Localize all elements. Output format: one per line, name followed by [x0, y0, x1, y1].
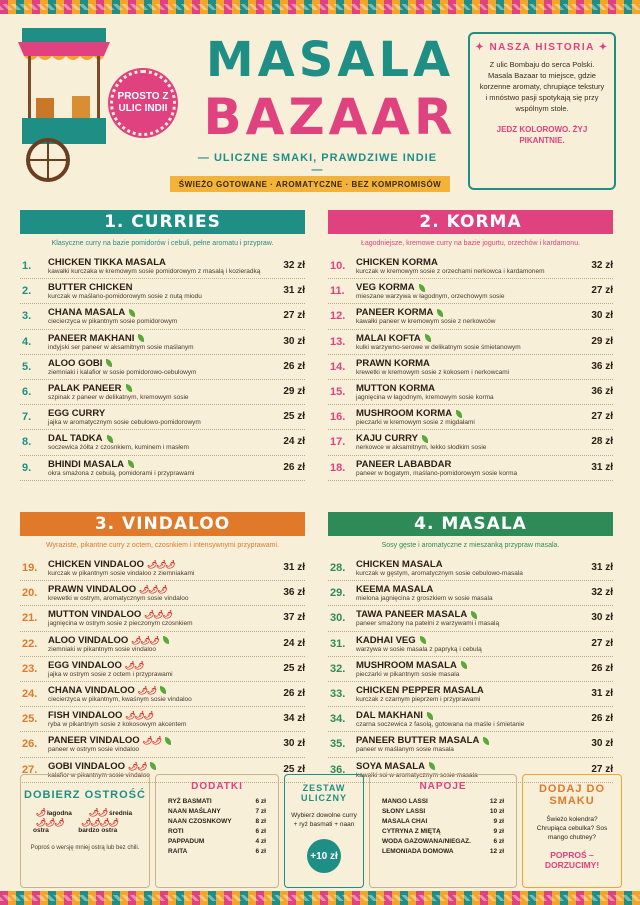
vegetarian-leaf-icon	[483, 737, 489, 745]
item-name: CHICKEN VINDALOO 🌶🌶🌶	[48, 559, 175, 570]
combo-text: Wybierz dowolne curry + ryż basmati + naan	[291, 812, 357, 828]
item-name: ALOO GOBI	[48, 358, 112, 369]
item-number: 21.	[22, 612, 38, 625]
vegetarian-leaf-icon	[429, 762, 435, 770]
item-price: 27 zł	[283, 310, 305, 322]
item-number: 23.	[22, 662, 38, 675]
item-price: 32 zł	[591, 587, 613, 599]
item-description: kalafior w pikantnym sosie vindaloo	[48, 771, 150, 779]
item-price: 30 zł	[591, 612, 613, 624]
combo-title: ZESTAW ULICZNY	[301, 783, 347, 803]
item-description: okra smażona z cebulą, pomidorami i przyprawami	[48, 469, 195, 477]
menu-item	[328, 581, 613, 606]
item-number: 7.	[22, 411, 32, 424]
extras-box	[155, 774, 279, 888]
item-name: BHINDI MASALA	[48, 459, 134, 470]
story-slogan: JEDZ KOLOROWO. ŻYJ PIKANTNIE.	[496, 125, 588, 145]
item-number: 32.	[330, 662, 346, 675]
item-description: pieczarki w kremowym sosie z migdałami	[356, 419, 475, 427]
section-description: Łagodniejsze, kremowe curry na bazie jogurtu, orzechów i kardamonu.	[360, 240, 581, 247]
item-price: 29 zł	[591, 335, 613, 347]
item-name: MUSHROOM KORMA	[356, 408, 462, 419]
story-text: Z ulic Bombaju do serca Polski. Masala Bazaar to miejsce, gdzie korzenne aromaty, chrupiące tekstury i mnóstwo pasji spotykają się przy wspólnym stole.	[479, 60, 605, 113]
item-description: krewetki w kremowym sosie z kokosem i nerkowcami	[356, 368, 510, 376]
item-price: 25 zł	[283, 411, 305, 423]
chili-icon: 🌶🌶🌶	[125, 711, 153, 721]
decorative-border-top	[0, 0, 640, 14]
item-number: 11.	[330, 285, 345, 298]
chili-icon: 🌶🌶	[137, 685, 157, 695]
drinks-price: 12 zł	[489, 847, 504, 855]
item-name: PANEER VINDALOO 🌶🌶	[48, 735, 171, 746]
drinks-row	[382, 796, 504, 806]
item-number: 19.	[22, 562, 38, 574]
menu-item	[328, 304, 613, 329]
item-name: MUTTON VINDALOO 🌶🌶🌶	[48, 609, 172, 621]
item-description: kulki warzywno-serowe w delikatnym sosie śmietanowym	[356, 343, 521, 351]
drinks-name: WODA GAZOWANA/NIEGAZ.	[382, 837, 471, 845]
item-price: 32 zł	[591, 260, 613, 271]
item-number: 34.	[330, 713, 346, 726]
item-description: indyjski ser paneer w aksamitnym sosie maślanym	[48, 343, 194, 351]
menu-item	[20, 279, 305, 304]
menu-item	[20, 581, 305, 606]
item-price: 30 zł	[591, 738, 613, 750]
item-description: krewetki w ostrym, aromatycznym sosie vindaloo	[48, 595, 189, 603]
item-price: 31 zł	[591, 562, 613, 573]
extras-row	[168, 846, 266, 856]
item-number: 3.	[22, 310, 32, 323]
item-price: 27 zł	[591, 285, 613, 297]
item-name: TAWA PANEER MASALA	[356, 609, 477, 620]
menu-item	[20, 405, 305, 430]
item-name: MALAI KOFTA	[356, 333, 431, 344]
item-price: 31 zł	[591, 461, 613, 473]
item-description: ryba w pikantnym sosie z kokosowym akcentem	[48, 721, 187, 729]
item-price: 26 zł	[283, 360, 305, 372]
vegetarian-leaf-icon	[425, 334, 431, 342]
chili-icon: 🌶🌶🌶	[144, 610, 172, 620]
item-price: 24 zł	[283, 637, 305, 649]
drinks-name: SŁONY LASSI	[382, 807, 426, 815]
item-name: PRAWN VINDALOO 🌶🌶🌶	[48, 584, 167, 596]
menu-item	[20, 606, 305, 631]
item-number: 6.	[22, 385, 32, 398]
menu-item	[328, 632, 613, 657]
item-name: PANEER KORMA	[356, 307, 443, 318]
extras-price: 8 zł	[255, 817, 266, 825]
item-number: 12.	[330, 310, 346, 323]
spice-box	[20, 771, 150, 888]
spice-title: DOBIERZ OSTROŚĆ	[24, 789, 146, 801]
menu-item	[20, 355, 305, 380]
item-number: 22.	[22, 637, 38, 650]
menu-item	[20, 632, 305, 657]
section-description: Sosy gęste i aromatyczne z mieszanką przypraw masala.	[381, 542, 560, 549]
item-description: kurczak w maślano-pomidorowym sosie z nutą miodu	[48, 293, 202, 301]
item-name: KADHAI VEG	[356, 635, 426, 646]
street-cart-illustration	[14, 22, 114, 182]
extras-price: 6 zł	[255, 827, 266, 835]
item-name: CHANA MASALA	[48, 307, 135, 318]
item-number: 5.	[22, 360, 32, 373]
section-description: Wyraziste, pikantne curry z octem, czosnkiem i intensywnymi przyprawami.	[46, 542, 279, 549]
addons-box	[522, 774, 622, 888]
item-price: 36 zł	[283, 587, 305, 599]
item-number: 25.	[22, 713, 38, 726]
item-description: kurczak w gęstym, aromatycznym sosie cebulowo-masala	[356, 570, 523, 577]
item-description: jajka w aromatycznym sosie cebulowo-pomidorowym	[48, 419, 201, 427]
vegetarian-leaf-icon	[107, 435, 113, 443]
vegetarian-leaf-icon	[129, 309, 135, 317]
menu-item	[328, 380, 613, 405]
item-description: kawałki kurczaka w kremowym sosie pomidorowym z masalą i kozieradką	[48, 268, 261, 275]
drinks-row	[382, 826, 504, 836]
item-name: MUTTON KORMA	[356, 382, 435, 394]
item-price: 27 zł	[591, 411, 613, 423]
item-description: kurczak w pikantnym sosie vindaloo z ziemniakami	[48, 570, 195, 577]
item-number: 33.	[330, 687, 346, 700]
drinks-price: 9 zł	[493, 827, 504, 835]
menu-item	[328, 405, 613, 430]
item-description: ciecierzyca w pikantnym, kwaśnym sosie vindaloo	[48, 695, 192, 703]
extras-name: RYŻ BASMATI	[168, 797, 212, 805]
extras-row	[168, 836, 266, 846]
item-number: 15.	[330, 385, 346, 398]
item-price: 27 zł	[591, 637, 613, 649]
title-line-2: BAZAAR	[203, 88, 457, 146]
item-name: PANEER LABABDAR	[356, 458, 452, 470]
extras-title: DODATKI	[191, 781, 243, 792]
stamp-badge: PROSTO Z ULIC INDII	[110, 70, 176, 136]
chili-icon: 🌶🌶	[124, 660, 144, 670]
menu-item	[20, 430, 305, 455]
item-description: ciecierzyca w pikantnym sosie pomidorowym	[48, 318, 178, 326]
drinks-price: 10 zł	[489, 807, 504, 815]
vegetarian-leaf-icon	[163, 636, 169, 644]
vegetarian-leaf-icon	[138, 334, 144, 342]
item-number: 24.	[22, 687, 38, 700]
item-number: 35.	[330, 738, 346, 751]
item-name: GOBI VINDALOO 🌶🌶	[48, 761, 156, 772]
title-line-1: MASALA	[205, 32, 455, 88]
menu-item	[328, 556, 613, 581]
addons-title: DODAJ DO SMAKU	[538, 783, 606, 807]
item-number: 28.	[330, 562, 346, 574]
section-4	[328, 512, 613, 783]
vegetarian-leaf-icon	[150, 762, 156, 770]
drinks-name: CYTRYNA Z MIĘTĄ	[382, 827, 441, 835]
menu-item	[20, 682, 305, 707]
section-description: Klasyczne curry na bazie pomidorów i cebuli, pełne aromatu i przypraw.	[51, 240, 274, 247]
item-description: paneer w maślanym sosie masala	[356, 746, 454, 754]
chili-icon: 🌶🌶	[128, 761, 147, 771]
menu-item	[20, 657, 305, 682]
vegetarian-leaf-icon	[128, 460, 134, 468]
menu-item	[20, 707, 305, 732]
story-box	[468, 32, 616, 190]
extras-price: 7 zł	[255, 807, 266, 815]
vegetarian-leaf-icon	[471, 611, 477, 619]
chili-icon: 🌶🌶🌶	[131, 635, 159, 645]
item-price: 27 zł	[591, 763, 613, 775]
item-price: 31 zł	[283, 285, 305, 297]
section-1	[20, 210, 305, 481]
extras-price: 4 zł	[255, 837, 266, 845]
item-description: ziemniaki i kalafior w sosie pomidorowo-cebulowym	[48, 368, 197, 376]
item-description: pieczarki w pikantnym sosie masala	[356, 670, 460, 678]
decorative-border-bottom	[0, 891, 640, 905]
item-name: VEG KORMA	[356, 282, 425, 293]
item-description: czarna soczewica z fasolą, gotowana na maśle i śmietanie	[356, 721, 525, 729]
vegetarian-leaf-icon	[126, 384, 132, 392]
item-description: paneer smażony na patelni z warzywami i masalą	[356, 620, 500, 628]
item-price: 36 zł	[591, 385, 613, 397]
extras-name: RAITA	[168, 847, 188, 855]
tagline-bar: ŚWIEŻO GOTOWANE · AROMATYCZNE · BEZ KOMPROMISÓW	[170, 176, 450, 192]
extras-row	[168, 806, 266, 816]
drinks-name: MASALA CHAI	[382, 817, 428, 825]
vegetarian-leaf-icon	[461, 661, 467, 669]
extras-name: PAPPADUM	[168, 837, 205, 845]
section-banner: 1. CURRIES	[20, 210, 305, 234]
spice-note: Poproś o wersję mniej ostrą lub bez chili.	[30, 845, 140, 851]
menu-item	[328, 456, 613, 481]
vegetarian-leaf-icon	[437, 309, 443, 317]
item-name: CHICKEN KORMA	[356, 257, 438, 268]
item-price: 29 zł	[283, 385, 305, 397]
item-name: BUTTER CHICKEN	[48, 282, 133, 294]
section-banner: 3. VINDALOO	[20, 512, 305, 536]
menu-item	[328, 355, 613, 380]
item-price: 37 zł	[283, 612, 305, 624]
drinks-box	[369, 774, 517, 888]
menu-item	[328, 682, 613, 707]
item-name: PRAWN KORMA	[356, 357, 430, 369]
item-price: 31 zł	[283, 562, 305, 573]
item-number: 17.	[330, 436, 346, 449]
item-description: szpinak z paneer w delikatnym, kremowym sosie	[48, 393, 189, 401]
combo-price-badge: +10 zł	[307, 839, 341, 873]
item-description: nerkowce w aksamitnym, lekko słodkim sosie	[356, 444, 487, 452]
vegetarian-leaf-icon	[165, 737, 171, 745]
section-banner: 4. MASALA	[328, 512, 613, 536]
chili-icon: 🌶🌶🌶	[139, 585, 167, 595]
item-number: 8.	[22, 436, 32, 449]
item-description: mieszane warzywa w łagodnym, orzechowym sosie	[356, 293, 505, 301]
item-number: 20.	[22, 587, 38, 600]
item-number: 30.	[330, 612, 346, 625]
extras-name: NAAN MAŚLANY	[168, 807, 221, 815]
menu-item	[328, 657, 613, 682]
spice-level-2: 🌶🌶 średnia	[88, 807, 133, 817]
item-price: 26 zł	[283, 687, 305, 699]
item-price: 30 zł	[283, 738, 305, 750]
item-price: 26 zł	[283, 461, 305, 473]
vegetarian-leaf-icon	[456, 410, 462, 418]
item-description: kurczak w kremowym sosie z orzechami nerkowca i kardamonem	[356, 268, 545, 275]
item-number: 10.	[330, 260, 346, 272]
extras-row	[168, 796, 266, 806]
vegetarian-leaf-icon	[420, 636, 426, 644]
item-description: soczewica żółta z czosnkiem, kuminem i masłem	[48, 444, 189, 452]
menu-item	[328, 732, 613, 757]
menu-item	[20, 304, 305, 329]
item-description: ziemniaki w pikantnym sosie vindaloo	[48, 645, 157, 653]
drinks-price: 9 zł	[493, 817, 504, 825]
section-banner: 2. KORMA	[328, 210, 613, 234]
item-number: 9.	[22, 461, 32, 474]
item-number: 14.	[330, 360, 346, 373]
item-number: 27.	[22, 763, 38, 776]
item-description: jagnięcina w ostrym sosie z pieczonym czosnkiem	[48, 620, 193, 628]
item-description: kawałki soi w aromatycznym sosie masala	[356, 771, 478, 779]
vegetarian-leaf-icon	[422, 435, 428, 443]
subtitle: — ULICZNE SMAKI, PRAWDZIWE INDIE —	[197, 152, 438, 176]
drinks-row	[382, 836, 504, 846]
extras-price: 6 zł	[255, 847, 266, 855]
item-description: kurczak z czarnym pieprzem i przyprawami	[356, 695, 481, 703]
vegetarian-leaf-icon	[160, 686, 166, 694]
item-description: jagnięcina w łagodnym, kremowym sosie korma	[356, 393, 494, 401]
drinks-name: LEMONIADA DOMOWA	[382, 847, 454, 855]
item-price: 26 zł	[591, 662, 613, 674]
chili-icon: 🌶🌶🌶	[147, 560, 175, 569]
menu-item	[328, 606, 613, 631]
item-price: 25 zł	[283, 763, 305, 775]
menu-item	[20, 380, 305, 405]
item-number: 16.	[330, 411, 346, 424]
item-description: jajka w ostrym sosie z octem i przyprawami	[48, 670, 173, 678]
item-name: EGG VINDALOO 🌶🌶	[48, 659, 144, 671]
story-title: ✦ NASZA HISTORIA ✦	[475, 42, 609, 53]
menu-item	[328, 707, 613, 732]
addons-cta: POPROŚ – DORZUCIMY!	[544, 850, 600, 870]
item-name: CHANA VINDALOO 🌶🌶	[48, 685, 166, 696]
item-description: kawałki paneer w kremowym sosie z nerkowców	[356, 318, 496, 326]
drinks-price: 6 zł	[493, 837, 504, 845]
item-price: 34 zł	[283, 713, 305, 725]
item-name: KEEMA MASALA	[356, 584, 434, 596]
vegetarian-leaf-icon	[427, 712, 433, 720]
item-name: SOYA MASALA	[356, 761, 435, 772]
item-number: 31.	[330, 637, 346, 650]
item-name: DAL TADKA	[48, 433, 113, 444]
menu-item	[328, 279, 613, 304]
item-description: paneer w bogatym, maślano-pomidorowym sosie korma	[356, 469, 518, 477]
menu-item	[20, 556, 305, 581]
drinks-row	[382, 806, 504, 816]
item-name: PANEER BUTTER MASALA	[356, 735, 489, 746]
item-price: 32 zł	[283, 260, 305, 271]
item-price: 36 zł	[591, 360, 613, 372]
item-price: 25 zł	[283, 662, 305, 674]
spice-level-4: 🌶🌶🌶🌶 bardzo ostra	[78, 818, 118, 834]
extras-price: 6 zł	[255, 797, 266, 805]
vegetarian-leaf-icon	[419, 284, 425, 292]
drinks-title: NAPOJE	[419, 781, 467, 792]
menu-item	[328, 330, 613, 355]
item-price: 30 zł	[591, 310, 613, 322]
item-price: 31 zł	[591, 687, 613, 699]
item-name: CHICKEN MASALA	[356, 559, 443, 570]
menu-item	[20, 456, 305, 481]
item-number: 18.	[330, 461, 346, 474]
item-name: CHICKEN PEPPER MASALA	[356, 684, 484, 696]
item-price: 26 zł	[591, 713, 613, 725]
item-name: FISH VINDALOO 🌶🌶🌶	[48, 710, 153, 722]
section-3	[20, 512, 305, 783]
item-number: 36.	[330, 763, 346, 776]
item-price: 24 zł	[283, 436, 305, 448]
item-number: 2.	[22, 285, 32, 298]
menu-item	[328, 254, 613, 279]
drinks-price: 12 zł	[489, 797, 504, 805]
extras-name: NAAN CZOSNKOWY	[168, 817, 232, 825]
item-price: 28 zł	[591, 436, 613, 448]
extras-row	[168, 826, 266, 836]
spice-level-1: 🌶 łagodna	[36, 807, 72, 817]
extras-row	[168, 816, 266, 826]
item-description: warzywa w sosie masala z papryką i cebulą	[356, 645, 482, 653]
drinks-row	[382, 816, 504, 826]
spice-level-3: 🌶🌶🌶 ostra	[33, 818, 64, 834]
drinks-row	[382, 846, 504, 856]
item-number: 26.	[22, 738, 38, 751]
chili-icon: 🌶🌶	[142, 736, 161, 746]
item-description: paneer w ostrym sosie vindaloo	[48, 746, 140, 754]
menu-item	[20, 732, 305, 757]
item-description: mielona jagnięcina z groszkiem w sosie masala	[356, 595, 493, 603]
item-name: MUSHROOM MASALA	[356, 660, 467, 671]
item-name: EGG CURRY	[48, 408, 106, 420]
item-number: 4.	[22, 335, 32, 348]
item-name: PANEER MAKHANI	[48, 333, 144, 344]
drinks-name: MANGO LASSI	[382, 797, 428, 805]
combo-box	[284, 774, 364, 888]
vegetarian-leaf-icon	[106, 359, 112, 367]
menu-item	[20, 330, 305, 355]
item-name: DAL MAKHANI	[356, 710, 433, 721]
section-2	[328, 210, 613, 481]
menu-item	[328, 430, 613, 455]
item-price: 30 zł	[283, 335, 305, 347]
item-number: 13.	[330, 335, 346, 348]
addons-text: Świeżo kolendra? Chrupiąca cebulka? Sos mango chutney?	[536, 816, 608, 841]
item-number: 29.	[330, 587, 346, 600]
item-name: ALOO VINDALOO 🌶🌶🌶	[48, 635, 169, 646]
extras-name: ROTI	[168, 827, 184, 835]
item-number: 1.	[22, 260, 32, 272]
menu-item	[20, 254, 305, 279]
item-name: CHICKEN TIKKA MASALA	[48, 257, 166, 268]
item-name: PALAK PANEER	[48, 383, 132, 394]
item-name: KAJU CURRY	[356, 433, 428, 444]
